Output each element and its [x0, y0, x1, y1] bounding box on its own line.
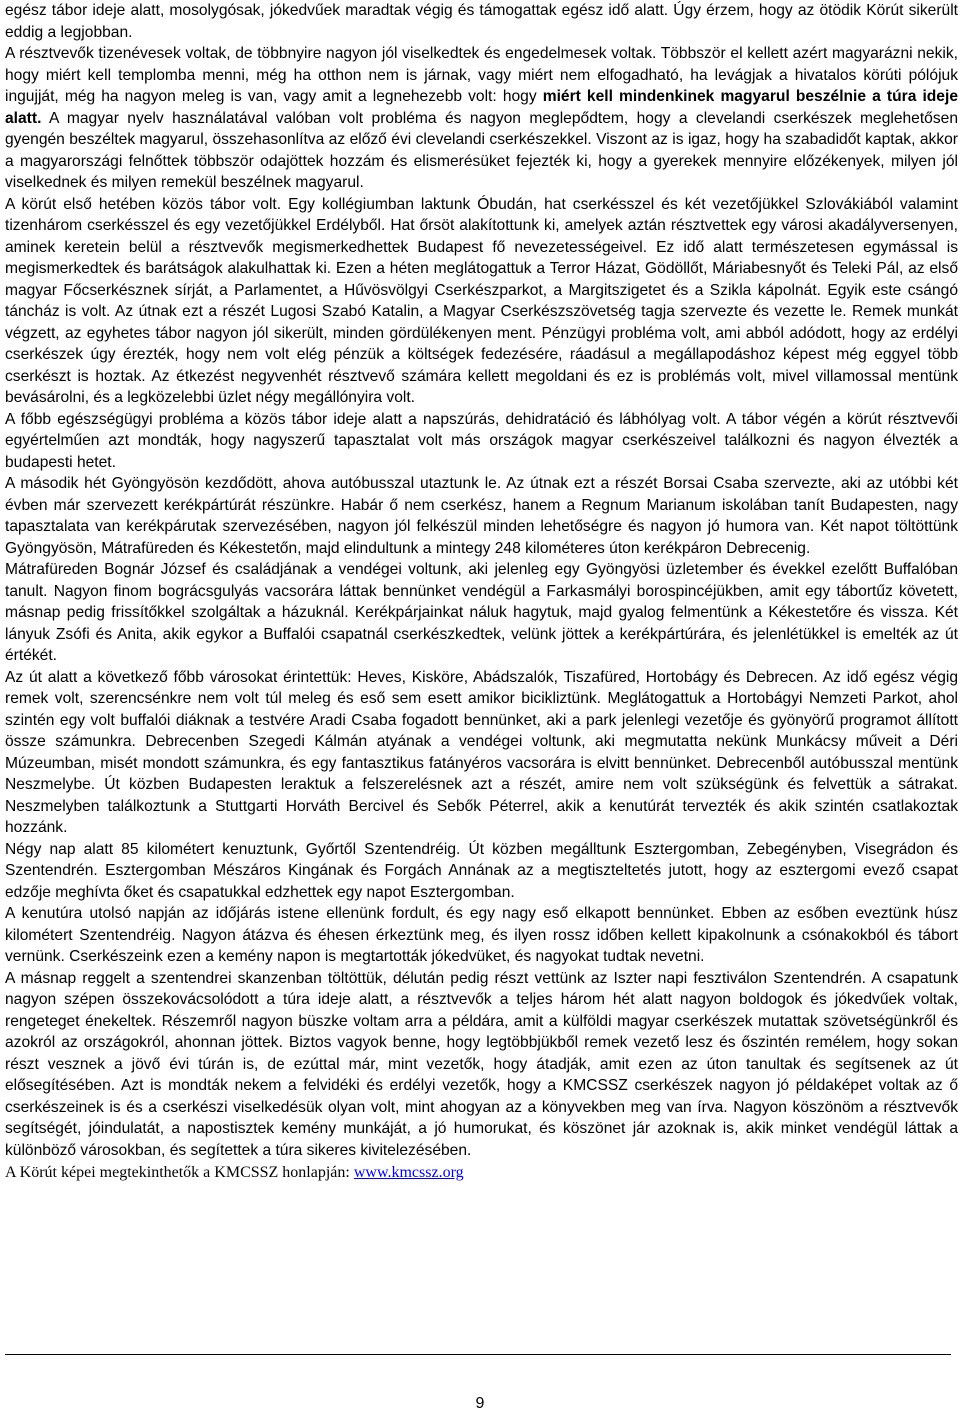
- text-run: A másnap reggelt a szentendrei skanzenban töltöttük, délután pedig részt vettünk az Iszter napi fesztiválon Szentendrén. A csapatunk nagyon szépen összekovácsolódott a túra ideje alatt, a résztvevők a teljes három hét alatt nagyon boldogok és jókedvűek voltak, rengeteget énekeltek. Részemről nagyon büszke voltam arra a példára, amit a külföldi magyar cserkészek mutattak szövetségünkről és azokról az országokról, ahonnan jöttek. Biztos vagyok benne, hogy legtöbbjükből remek vezető lesz és őszintén remélem, hogy sokan részt vesznek a jövő évi túrán is, de ezúttal már, mint vezetők, hogy átadják, amit ezen az úton tanultak és segítsenek az út elősegítésében. Azt is mondták nekem a felvidéki és erdélyi vezetők, hogy a KMCSSZ cserkészek nagyon jó példaképet voltak az ő cserkészeinek is és a cserkészi viselkedésük olyan volt, mint ahogyan az a könyvekben meg van írva. Nagyon köszönöm a résztvevők segítségét, jóindulatát, a napostisztek kemény munkáját, a jó humorukat, és köszönet jár azoknak is, akik minket vendégül láttak a különböző városokban, és segítettek a túra sikeres kivitelezésében.: [5, 969, 958, 1159]
- text-run: A főbb egészségügyi probléma a közös tábor ideje alatt a napszúrás, dehidratáció és lábhólyag volt. A tábor végén a körút résztvevői egyértelműen azt mondták, hogy nagyszerű tapasztalat volt más országok magyar cserkészeivel találkozni és nagyon élvezték a budapesti hetet.: [5, 410, 958, 471]
- paragraph: [5, 667, 958, 839]
- paragraph: [5, 194, 958, 409]
- paragraph: [5, 0, 958, 43]
- text-run: A kenutúra utolsó napján az időjárás istene ellenünk fordult, és egy nagy eső elkapott bennünket. Ebben az esőben eveztünk húsz kilométert Szentendréig. Nagyon átázva és éhesen érkeztünk meg, és ilyen rossz időben kellett kipakolnunk a csónakokból és tábort vernünk. Cserkészeink ezen a kemény napon is megtartották jókedvüket, és nagyokat tudtak nevetni.: [5, 905, 958, 965]
- text-run: Mátrafüreden Bognár József és családjának a vendégei voltunk, aki jelenleg egy Gyöngyösi üzletember és évekkel ezelőtt Buffalóban tanult. Nagyon finom bográcsgulyás vacsorára láttak bennünket vendégül a Farkasmályi borospincéjükben, amit egy tábortűz követett, másnap pedig frissítőkkel szolgáltak a házuknál. Kerékpárjainkat náluk hagytuk, majd gyalog felmentünk a Kékestetőre és vissza. Két lányuk Zsófi és Anita, akik egykor a Buffalói csapatnál cserkészkedtek, velünk jöttek a kerékpártúrára, és jelenlétükkel is emelték az út értékét.: [5, 561, 958, 664]
- text-run: Négy nap alatt 85 kilométert kenuztunk, Győrtől Szentendréig. Út közben megálltunk Esztergomban, Zebegényben, Visegrádon és Szentendrén. Esztergomban Mészáros Kingának és Forgách Annának az a megtiszteltetés jutott, hogy az esztergomi evező csapat edzője meghívta őket és csapatukkal edzhettek egy napot Esztergomban.: [5, 840, 958, 901]
- text-run: egész tábor ideje alatt, mosolygósak, jókedvűek maradtak végig és támogattak egész idő alatt. Úgy érzem, hogy az ötödik Körút sikerült eddig a legjobban.: [5, 2, 958, 41]
- text-run: A résztvevők tizenévesek voltak, de többnyire nagyon jól viselkedtek és engedelmesek voltak. Többször el kellett azért magyarázni nekik, hogy miért kell templomba menni, még ha otthon nem is járnak, vagy miért nem elfogadható, ha levágjak a hivatalos körúti pólójuk ingujját, még ha nagyon meleg is van, vagy amit a legnehezebb volt: hogy: [5, 45, 958, 105]
- text-run: A magyar nyelv használatával valóban volt probléma és nagyon meglepődtem, hogy a clevelandi cserkészek meglehetősen gyengén beszéltek magyarul, összehasonlítva az előző évi clevelandi cserkészekkel. Viszont az is igaz, hogy ha szabadidőt kaptak, akkor a magyarországi felnőttek többször odajöttek hozzám és elismerésüket fejezték ki, hogy a gyerekek mennyire előzékenyek, milyen jól viselkednek és milyen remekül beszélnek magyarul.: [5, 109, 958, 191]
- footer-rule: [5, 1354, 951, 1355]
- text-run: A második hét Gyöngyösön kezdődött, ahova autóbusszal utaztunk le. Az útnak ezt a részét Borsai Csaba szervezte, aki az utóbbi két évben már szervezett kerékpártúrát részünkre. Habár ő nem cserkész, hanem a Regnum Marianum iskolában tanít Budapesten, nagy tapasztalata van kerékpárutak szervezésében, nagyon jól felkészül minden lehetőségre és nagyon jó humora van. Két napot töltöttünk Gyöngyösön, Mátrafüreden és Kékestetőn, majd elindultunk a mintegy 248 kilométeres úton kerékpáron Debrecenig.: [5, 475, 958, 557]
- page-number: 9: [475, 1395, 485, 1412]
- paragraph: [5, 409, 958, 474]
- document-body: [5, 0, 958, 1185]
- paragraph: [5, 559, 958, 667]
- paragraph: [5, 839, 958, 904]
- kmcssz-website-link[interactable]: www.kmcssz.org: [353, 1164, 464, 1181]
- paragraph: [5, 968, 958, 1162]
- paragraph: [5, 903, 958, 968]
- paragraph: [5, 43, 958, 194]
- text-run: Az út alatt a következő főbb városokat érintettük: Heves, Kisköre, Abádszalók, Tiszafüred, Hortobágy és Debrecen. Az idő egész végig remek volt, szerencsénkre nem volt túl meleg és eső sem esett amikor bicikliztünk. Meglátogattuk a Hortobágyi Nemzeti Parkot, ahol szintén egy volt buffalói diáknak a testvére Aradi Csaba fogadott bennünket, aki a park jelenlegi vezetője és gyönyörű programot állított össze számunkra. Debrecenben Szegedi Kálmán atyának a vendégei voltunk, aki megmutatta nekünk Munkácsy műveit a Déri Múzeumban, misét mondott számunkra, és egy fantasztikus fatányéros vacsorára is elvitt bennünket. Debrecenből autóbusszal mentünk Neszmelybe. Út közben Budapesten leraktuk a felszerelésnek azt a részét, amire nem volt szükségünk és felvettük a sátrakat. Neszmelyben találkoztunk a Stuttgarti Horváth Bercivel és Sebők Péterrel, akik a kenutúrát tervezték és akik szintén csatlakoztak hozzánk.: [5, 668, 958, 836]
- photos-footnote: [5, 1161, 958, 1185]
- paragraph: [5, 473, 958, 559]
- bold-text-run: miért kell mindenkinek magyarul beszélnie a túra ideje alatt.: [5, 88, 958, 127]
- text-run: A körút első hetében közös tábor volt. Egy kollégiumban laktunk Óbudán, hat cserkésszel és két vezetőjükkel Szlovákiából valamint tizenhárom cserkésszel és egy vezetőjükkel Erdélyből. Hat őrsöt alakítottunk ki, amelyek aztán résztvettek egy városi akadályversenyen, aminek keretein belül a résztvevők megismerkedhettek Budapest fő nevezetességeivel. Ez idő alatt természetesen egymással is megismerkedtek és barátságok alakulhattak ki. Ezen a héten meglátogattuk a Terror Házat, Gödöllőt, Máriabesnyőt és Teleki Pál, az első magyar Főcserkésznek sírját, a Parlamentet, a Hűvösvölgyi Cserkészparkot, a Margitszigetet és a Szikla kápolnát. Egyik este csángó táncház is volt. Az útnak ezt a részét Lugosi Szabó Katalin, a Magyar Cserkészszövetség tagja szervezte és vezette le. Remek munkát végzett, az egyhetes tábor nagyon jól sikerült, minden gördülékenyen ment. Pénzügyi probléma volt, ami abból adódott, hogy az erdélyi cserkészek úgy érezték, hogy nem volt elég pénzük a költségek fedezésére, ráadásul a megállapodáshoz képest még eggyel több cserkészt is hoztak. Az étkezést negyvenhét résztvevő számára kellett megoldani és ez is problémás volt, mivel villamossal mentünk bevásárolni, és a legközelebbi üzlet négy megállónyira volt.: [5, 195, 958, 406]
- footnote-text: A Körút képei megtekinthetők a KMCSSZ honlapján:: [5, 1164, 354, 1181]
